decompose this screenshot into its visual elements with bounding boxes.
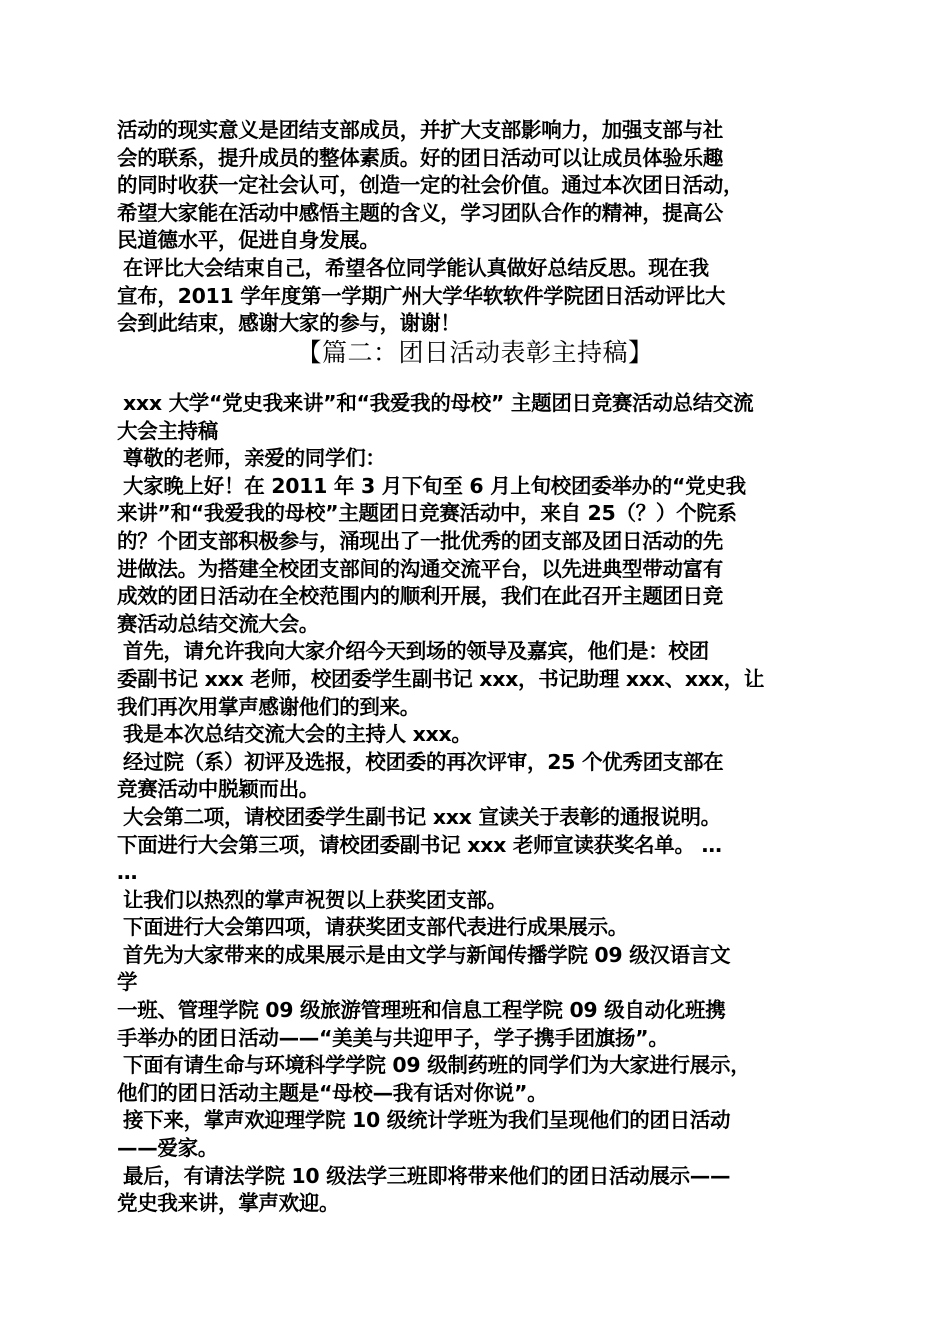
- paragraph-line: 会的联系，提升成员的整体素质。好的团日活动可以让成员体验乐趣: [117, 145, 723, 170]
- paragraph-line: 赛活动总结交流大会。: [117, 611, 319, 636]
- paragraph-line: 竞赛活动中脱颖而出。: [117, 777, 319, 802]
- paragraph-line: 成效的团日活动在全校范围内的顺利开展，我们在此召开主题团日竞: [117, 584, 723, 609]
- paragraph-line: 委副书记 xxx 老师，校团委学生副书记 xxx，书记助理 xxx、xxx，让: [117, 666, 765, 691]
- paragraph-line: 下面有请生命与环境科学学院 09 级制药班的同学们为大家进行展示，: [123, 1053, 751, 1078]
- paragraph-line: 我是本次总结交流大会的主持人 xxx。: [123, 722, 472, 747]
- section-2-body: [117, 390, 837, 1218]
- paragraph-line: 首先为大家带来的成果展示是由文学与新闻传播学院 09 级汉语言文: [123, 942, 731, 967]
- paragraph-line: 经过院（系）初评及选报，校团委的再次评审，25 个优秀团支部在: [123, 749, 724, 774]
- paragraph-line: 党史我来讲，掌声欢迎。: [117, 1191, 340, 1216]
- paragraph-line: 学: [117, 970, 138, 995]
- paragraph-line: 下面进行大会第四项，请获奖团支部代表进行成果展示。: [123, 915, 628, 940]
- paragraph-line: 下面进行大会第三项，请校团委副书记 xxx 老师宣读获奖名单。 …: [117, 832, 722, 857]
- paragraph-line: 会到此结束，感谢大家的参与，谢谢！: [117, 311, 461, 336]
- paragraph-line: 进做法。为搭建全校团支部间的沟通交流平台，以先进典型带动富有: [117, 556, 723, 581]
- paragraph-line: 来讲”和“我爱我的母校”主题团日竞赛活动中，来自 25（？）个院系: [117, 501, 737, 526]
- paragraph-line: 最后，有请法学院 10 级法学三班即将带来他们的团日活动展示——: [123, 1163, 731, 1188]
- paragraph-line: 民道德水平，促进自身发展。: [117, 228, 380, 253]
- paragraph-line: 大会主持稿: [117, 418, 218, 443]
- paragraph-line: 我们再次用掌声感谢他们的到来。: [117, 694, 420, 719]
- paragraph-line: 接下来，掌声欢迎理学院 10 级统计学班为我们呈现他们的团日活动: [123, 1108, 731, 1133]
- paragraph-line: 在评比大会结束自己，希望各位同学能认真做好总结反思。现在我: [123, 255, 709, 280]
- paragraph-line: 大会第二项，请校团委学生副书记 xxx 宣读关于表彰的通报说明。: [123, 804, 721, 829]
- section-heading: 【篇二：团日活动表彰主持稿】: [296, 338, 654, 367]
- paragraph-line: ——爱家。: [117, 1136, 218, 1161]
- paragraph-line: xxx 大学“党史我来讲”和“我爱我的母校” 主题团日竞赛活动总结交流: [123, 391, 754, 415]
- paragraph-line: 他们的团日活动主题是“母校—我有话对你说”。: [117, 1080, 548, 1105]
- paragraph-line: 一班、管理学院 09 级旅游管理班和信息工程学院 09 级自动化班携: [117, 998, 726, 1023]
- paragraph-line: 让我们以热烈的掌声祝贺以上获奖团支部。: [123, 887, 507, 912]
- paragraph-line: 大家晚上好！在 2011 年 3 月下旬至 6 月上旬校团委举办的“党史我: [123, 473, 746, 498]
- paragraph-line: 活动的现实意义是团结支部成员，并扩大支部影响力，加强支部与社: [117, 118, 723, 142]
- paragraph-line: 尊敬的老师，亲爱的同学们：: [123, 446, 386, 471]
- paragraph-line: 的？个团支部积极参与，涌现出了一批优秀的团支部及团日活动的先: [117, 528, 723, 553]
- section-1-body: [117, 117, 837, 338]
- paragraph-line: …: [117, 860, 138, 885]
- paragraph-line: 首先，请允许我向大家介绍今天到场的领导及嘉宾，他们是：校团: [123, 639, 709, 664]
- paragraph-line: 的同时收获一定社会认可，创造一定的社会价值。通过本次团日活动，: [117, 173, 744, 198]
- paragraph-line: 希望大家能在活动中感悟主题的含义，学习团队合作的精神，提高公: [117, 200, 723, 225]
- paragraph-line: 手举办的团日活动——“美美与共迎甲子，学子携手团旗扬”。: [117, 1025, 669, 1050]
- paragraph-line: 宣布，2011 学年度第一学期广州大学华软软件学院团日活动评比大: [117, 283, 726, 308]
